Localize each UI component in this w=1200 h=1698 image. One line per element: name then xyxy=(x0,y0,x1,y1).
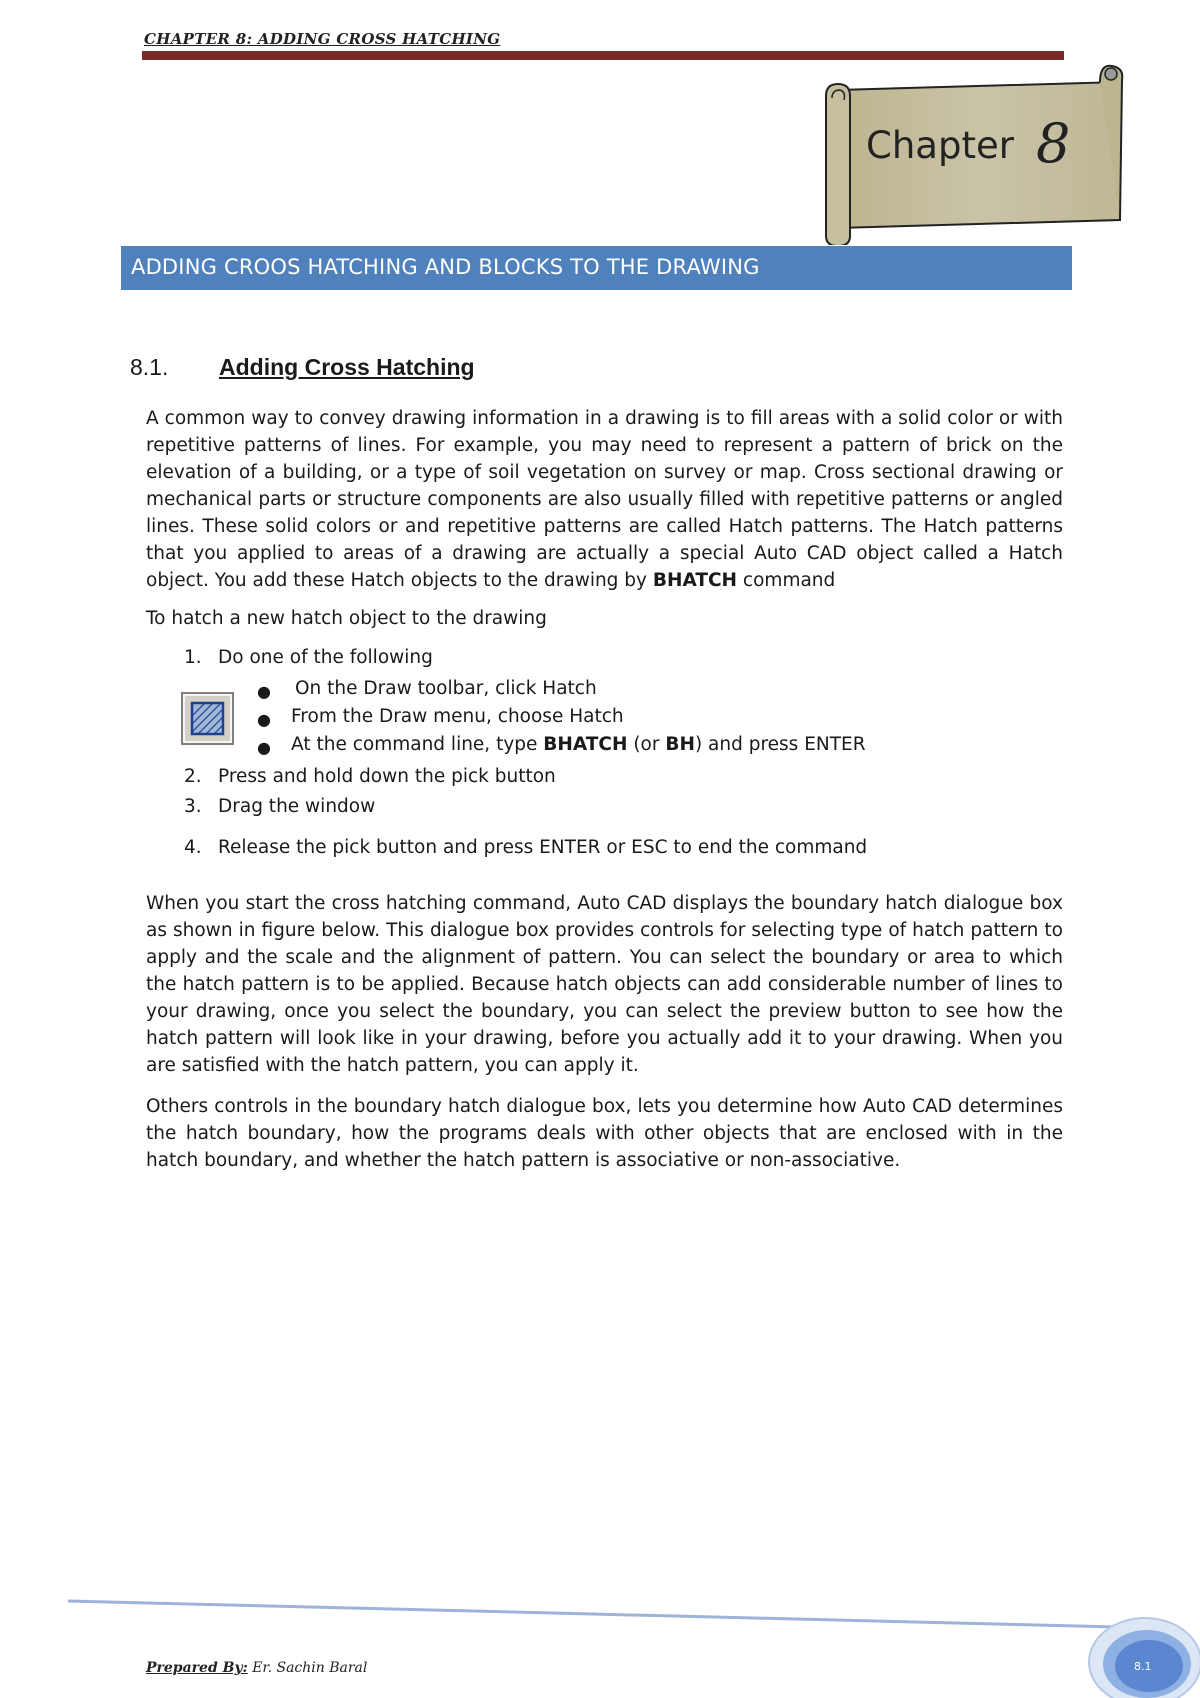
bullet-cmd-post: ) and press ENTER xyxy=(694,734,866,755)
step-text: Drag the window xyxy=(218,796,376,817)
step-text: Press and hold down the pick button xyxy=(218,766,556,787)
step-number: 4. xyxy=(184,837,202,858)
prepared-by-label: Prepared By: xyxy=(146,1660,248,1676)
section-title: Adding Cross Hatching xyxy=(219,354,475,380)
bullet-cmd-mid: (or xyxy=(627,734,666,755)
dialog-paragraph: When you start the cross hatching command, Auto CAD displays the boundary hatch dialogue box as shown in figure below. This dialogue box provides controls for selecting type of hatch pattern to apply and the scale and the alignment of pattern. You can select the boundary or area to which the hatch pattern is to be applied. Because hatch objects can add considerable number of lines to your drawing, once you select the boundary, you can select the preview button to see how the hatch pattern will look like in your drawing, before you actually add it to your drawing. When you are satisfied with the hatch pattern, you can apply it. xyxy=(146,893,1063,1076)
page-badge xyxy=(1085,1606,1200,1698)
procedure-intro: To hatch a new hatch object to the drawing xyxy=(146,608,547,629)
bullet-draw-menu: From the Draw menu, choose Hatch xyxy=(291,706,624,727)
step-text: Do one of the following xyxy=(218,647,433,668)
intro-paragraph xyxy=(146,405,1063,594)
bullet-dot: ● xyxy=(257,710,271,729)
header-rule xyxy=(142,51,1064,60)
running-header: CHAPTER 8: ADDING CROSS HATCHING xyxy=(144,30,501,48)
step-number: 1. xyxy=(184,647,202,668)
footer-line xyxy=(0,1595,1200,1655)
section-heading xyxy=(130,354,475,381)
bullet-command-line xyxy=(291,734,866,755)
controls-paragraph: Others controls in the boundary hatch dialogue box, lets you determine how Auto CAD determines the hatch boundary, how the programs deals with other objects that are enclosed with in the hatch boundary, and whether the hatch pattern is associative or non-associative. xyxy=(146,1096,1063,1171)
footer-credit xyxy=(146,1660,367,1676)
chapter-word: Chapter xyxy=(866,124,1014,167)
step-text: Release the pick button and press ENTER or ESC to end the command xyxy=(218,837,868,858)
bullet-dot: ● xyxy=(257,738,271,757)
section-number: 8.1. xyxy=(130,354,169,380)
chapter-title-banner: ADDING CROOS HATCHING AND BLOCKS TO THE DRAWING xyxy=(121,246,1072,290)
hatch-toolbar-icon xyxy=(181,692,234,745)
bullet-cmd-text: At the command line, type xyxy=(291,734,544,755)
intro-text-end: command xyxy=(737,570,836,591)
bullet-cmd-bhatch: BHATCH xyxy=(543,734,628,755)
bhatch-command: BHATCH xyxy=(652,570,738,591)
step-number: 3. xyxy=(184,796,202,817)
chapter-number: 8 xyxy=(1035,112,1071,175)
bullet-dot: ● xyxy=(257,682,271,701)
bullet-draw-toolbar: On the Draw toolbar, click Hatch xyxy=(295,678,597,699)
chapter-label xyxy=(866,112,1071,175)
page-number: 8.1 xyxy=(1134,1660,1152,1673)
author-name: Er. Sachin Baral xyxy=(247,1660,368,1676)
step-number: 2. xyxy=(184,766,202,787)
bullet-cmd-alias: BH xyxy=(665,734,695,755)
intro-text: A common way to convey drawing information in a drawing is to fill areas with a solid color or with repetitive patterns of lines. For example, you may need to represent a pattern of brick on the elevation of a building, or a type of soil vegetation on survey or map. Cross sectional drawing or mechanical parts or structure components are also usually filled with repetitive patterns or angled lines. These solid colors or and repetitive patterns are called Hatch patterns. The Hatch patterns that you applied to areas of a drawing are actually a special Auto CAD object called a Hatch object. You add these Hatch objects to the drawing by xyxy=(146,408,1063,591)
